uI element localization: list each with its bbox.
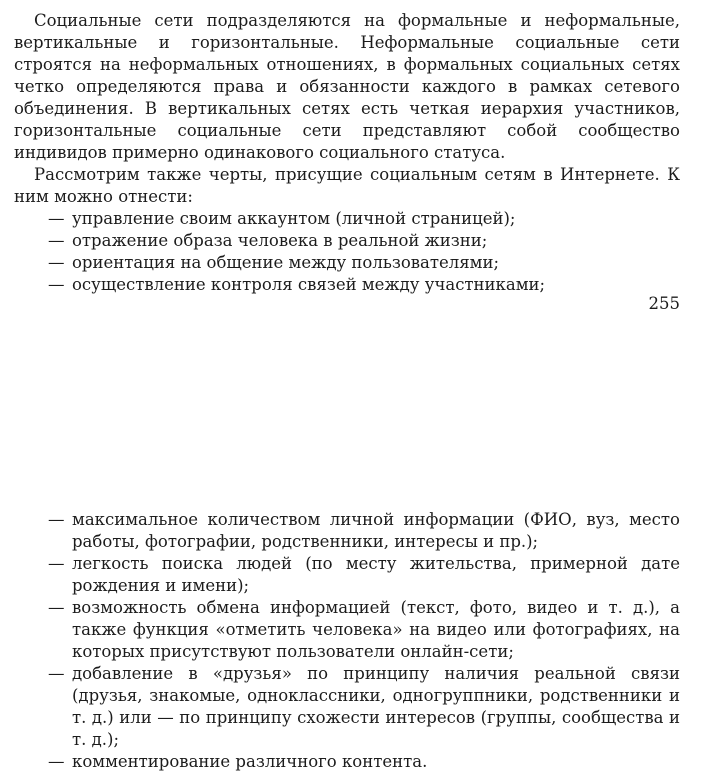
page-number: 255 — [648, 294, 680, 313]
dash-bullet: — — [48, 598, 65, 617]
dash-bullet: — — [48, 510, 65, 529]
dash-bullet: — — [48, 554, 65, 573]
list-item-text: осуществление контроля связей между участниками; — [72, 275, 546, 294]
list-item-text: управление своим аккаунтом (личной страницей); — [72, 209, 516, 228]
dash-bullet: — — [48, 209, 65, 228]
dash-bullet: — — [48, 752, 65, 771]
list-item — [14, 509, 680, 553]
list-item-text: возможность обмена информацией (текст, фото, видео и т. д.), а также функция «отметить человека» на видео или фотографиях, на которых присутствуют пользователи онлайн-сети; — [72, 598, 680, 661]
paragraph-internet-features-intro: Рассмотрим также черты, присущие социальным сетям в Интернете. К ним можно отнести: — [14, 165, 680, 206]
list-item-text: отражение образа человека в реальной жизни; — [72, 231, 488, 250]
list-item-text: ориентация на общение между пользователями; — [72, 253, 500, 272]
list-item-text: легкость поиска людей (по месту жительства, примерной дате рождения и имени); — [72, 554, 680, 595]
bottom-text-block — [14, 509, 680, 773]
features-list-bottom — [14, 509, 680, 773]
list-item-text: добавление в «друзья» по принципу наличия реальной связи (друзья, знакомые, одноклассники, одногруппники, родственники и т. д.) или — по принципу схожести интересов (группы, сообщества и т. д.); — [72, 664, 680, 749]
list-item — [14, 274, 680, 296]
list-item — [14, 208, 680, 230]
dash-bullet: — — [48, 231, 65, 250]
list-item-text: максимальное количеством личной информации (ФИО, вуз, место работы, фотографии, родственники, интересы и пр.); — [72, 510, 680, 551]
list-item — [14, 663, 680, 751]
list-item — [14, 751, 680, 773]
list-item — [14, 252, 680, 274]
dash-bullet: — — [48, 275, 65, 294]
features-list-top — [14, 208, 680, 296]
list-item — [14, 230, 680, 252]
top-text-block — [14, 0, 680, 296]
list-item-text: комментирование различного контента. — [72, 752, 428, 771]
list-item — [14, 597, 680, 663]
list-item — [14, 553, 680, 597]
dash-bullet: — — [48, 664, 65, 683]
paragraph-social-network-types: Социальные сети подразделяются на формальные и неформальные, вертикальные и горизонтальные. Неформальные социальные сети строятся на неформальных отношениях, в формальных социальных сетях четко определяются права и обязанности каждого в рамках сетевого объединения. В вертикальных сетях есть четкая иерархия участников, горизонтальные социальные сети представляют собой сообщество индивидов примерно одинакового социального статуса. — [14, 11, 680, 162]
dash-bullet: — — [48, 253, 65, 272]
